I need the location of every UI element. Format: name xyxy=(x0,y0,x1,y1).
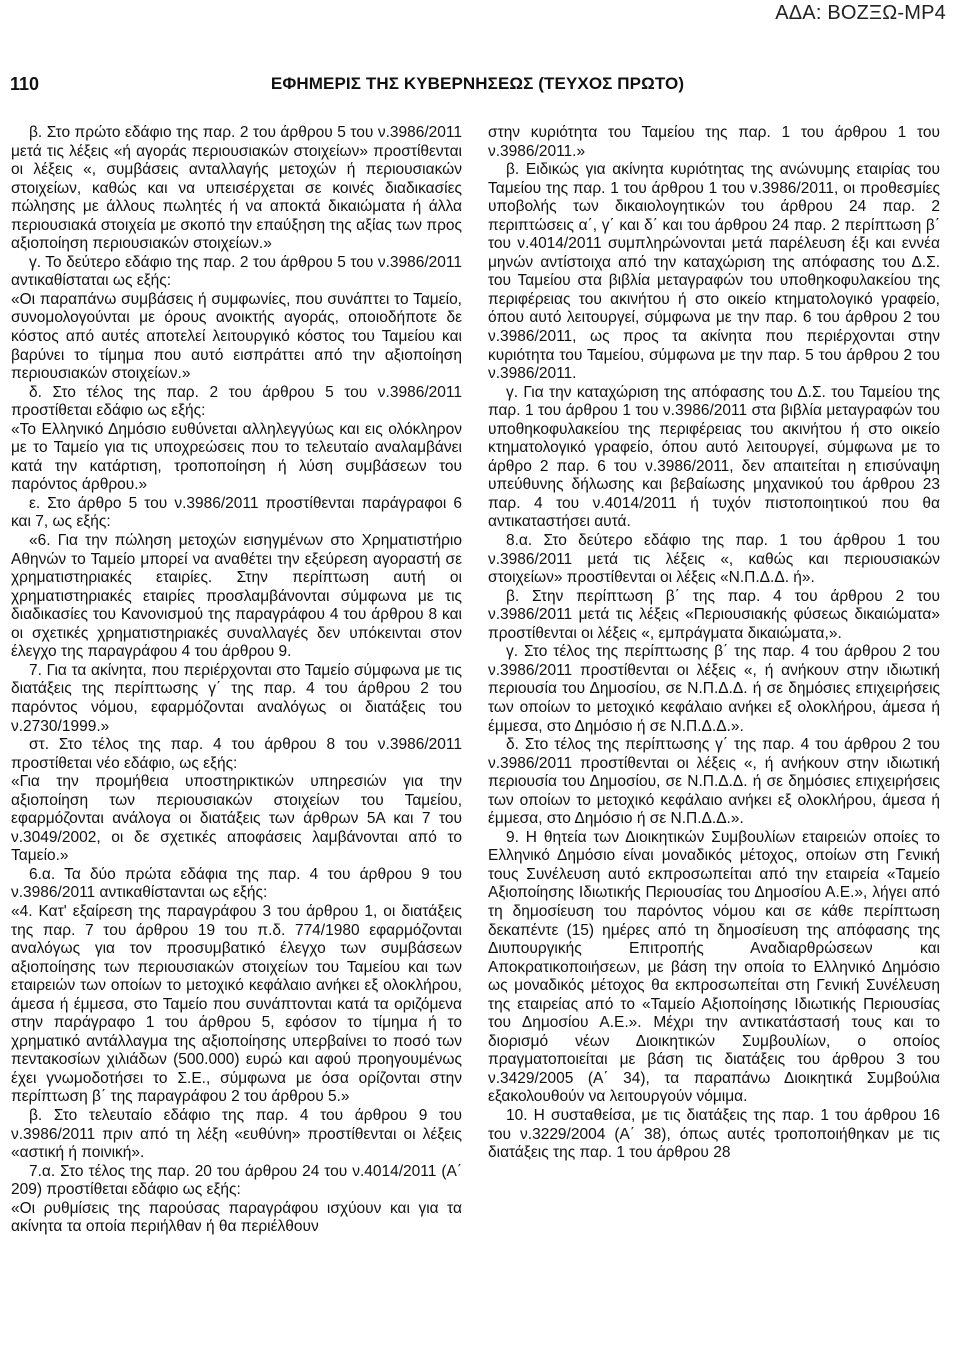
gazette-title: ΕΦΗΜΕΡΙΣ ΤΗΣ ΚΥΒΕΡΝΗΣΕΩΣ (ΤΕΥΧΟΣ ΠΡΩΤΟ) xyxy=(270,74,685,93)
paragraph: β. Στο πρώτο εδάφιο της παρ. 2 του άρθρου 5 του ν.3986/2011 μετά τις λέξεις «ή αγοράς περιουσιακών στοιχείων» προστίθενται οι λέξεις «, συμβάσεις ανταλλαγής μετοχών ή περιουσιακών στοιχείων, καθώς και να υπεισέρχεται σε κοινές διαδικασίες πώλησης με άλλους πωλητές ή να αποκτά δικαιώματα ή άλλα περιουσιακά στοιχεία με σκοπό την επαύξηση της αξίας των προς αξιοποίηση περιουσιακών στοιχείων.» xyxy=(11,124,462,253)
paragraph: «Οι ρυθμίσεις της παρούσας παραγράφου ισχύουν και για τα ακίνητα τα οποία περιήλθαν ή θα περιέλθουν xyxy=(11,1199,462,1236)
paragraph: «4. Κατ' εξαίρεση της παραγράφου 3 του άρθρου 1, οι διατάξεις της παρ. 7 του άρθρου 19 του π.δ. 774/1980 εφαρμόζονται αναλόγως για τον προσυμβατικό έλεγχο των συμβάσεων αξιοποίησης των περιουσιακών στοιχείων του Ταμείου και των εταιρειών των οποίων το μετοχικό κεφάλαιο ανήκει εξ ολοκλήρου, άμεσα ή έμμεσα, στο Ταμείο που συνάπτονται κατά τα οριζόμενα στην παράγραφο 1 του άρθρου 5, εφόσον το τίμημα ή το χρηματικό αντάλλαγμα της αξιοποίησης υπερβαίνει το ποσό των πεντακοσίων χιλιάδων (500.000) ευρώ και αφού προηγουμένως έχει γνωμοδοτήσει το Σ.Ε., σύμφωνα με όσα ορίζονται στην περίπτωση β΄ της παραγράφου 2 του άρθρου 5.» xyxy=(11,902,462,1106)
left-column xyxy=(11,124,462,1237)
paragraph: β. Στο τελευταίο εδάφιο της παρ. 4 του άρθρου 9 του ν.3986/2011 πριν από τη λέξη «ευθύνη» προστίθενται οι λέξεις «αστική ή ποινική». xyxy=(11,1106,462,1162)
paragraph: γ. Στο τέλος της περίπτωσης β΄ της παρ. 4 του άρθρου 2 του ν.3986/2011 προστίθενται οι λέξεις «, ή ανήκουν στην ιδιωτική περιουσία του Δημοσίου, σε Ν.Π.Δ.Δ. ή σε δημόσιες επιχειρήσεις των οποίων το μετοχικό κεφάλαιο ανήκει εξ ολοκλήρου, άμεσα ή έμμεσα, στο Δημόσιο ή σε Ν.Π.Δ.Δ.». xyxy=(488,643,940,735)
paragraph: στ. Στο τέλος της παρ. 4 του άρθρου 8 του ν.3986/2011 προστίθεται νέο εδάφιο, ως εξής: xyxy=(11,736,462,772)
ada-code: ΑΔΑ: ΒΟΖΞΩ-ΜΡ4 xyxy=(775,2,946,24)
paragraph: «Οι παραπάνω συμβάσεις ή συμφωνίες, που συνάπτει το Ταμείο, συνομολογούνται με όρους ανοικτής αγοράς, οποιοδήποτε δε κόστος από αυτές αποτελεί λειτουργικό κόστος του Ταμείου και βαρύνει το τίμημα που αυτό εισπράττει από την αξιοποίηση περιουσιακών στοιχείων.» xyxy=(11,290,462,383)
paragraph: γ. Για την καταχώριση της απόφασης του Δ.Σ. του Ταμείου της παρ. 1 του άρθρου 1 του ν.3986/2011 στα βιβλία μεταγραφών του υποθηκοφυλακείου της περιφέρειας του ακινήτου ή στο οικείο κτηματολογικό γραφείο, όπου αυτό λειτουργεί, σύμφωνα με το άρθρο 2 παρ. 6 του ν.3986/2011, δεν απαιτείται η επισύναψη υπεύθυνης δήλωσης και βεβαίωσης μηχανικού του άρθρου 23 παρ. 4 του ν.4014/2011 ή τυχόν πιστοποιητικού που θα αντικαταστήσει αυτά. xyxy=(488,383,940,531)
paragraph: 7.α. Στο τέλος της παρ. 20 του άρθρου 24 του ν.4014/2011 (Α΄ 209) προστίθεται εδάφιο ως εξής: xyxy=(11,1162,462,1199)
paragraph: β. Ειδικώς για ακίνητα κυριότητας της ανώνυμης εταιρίας του Ταμείου της παρ. 1 του άρθρου 1 του ν.3986/2011, οι προθεσμίες υποβολής των δικαιολογητικών του άρθρου 24 παρ. 2 περιπτώσεις α΄, γ΄ και δ΄ και του άρθρου 24 παρ. 2 περίπτωση β΄ του ν.4014/2011 συμπληρώνονται μετά παρέλευση έξι και εννέα μηνών αντίστοιχα από την καταχώριση της απόφασης του Δ.Σ. του Ταμείου στα βιβλία μεταγραφών του υποθηκοφυλακείου της περιφέρειας του ακινήτου ή στο οικείο κτηματολογικό γραφείο, όπου αυτό λειτουργεί, σύμφωνα με την παρ. 6 του άρθρου 2 του ν.3986/2011, ως προς τα ακίνητα που περιέρχονται στην κυριότητα του Ταμείου, σύμφωνα με την παρ. 5 του άρθρου 2 του ν.3986/2011. xyxy=(488,161,940,383)
paragraph: 9. Η θητεία των Διοικητικών Συμβουλίων εταιρειών οποίες το Ελληνικό Δημόσιο είναι μοναδικός μέτοχος, οποίων στη Γενική τους Συνέλευση αυτό εκπροσωπείται από την εταιρεία «Ταμείο Αξιοποίησης Ιδιωτικής Περιουσίας του Δημοσίου Α.Ε.», λήγει από τη δημοσίευση του παρόντος νόμου και σε κάθε περίπτωση δεκαπέντε (15) ημέρες από τη δημοσίευση της απόφασης της Διυπουργικής Επιτροπής Αναδιαρθρώσεων και Αποκρατικοποιήσεων, με βάση την οποία το Ελληνικό Δημόσιο ως μοναδικός μέτοχος θα εκπροσωπείται στη Γενική Συνέλευση της εταιρείας από το «Ταμείο Αξιοποίησης Ιδιωτικής Περιουσίας του Δημοσίου Α.Ε.». Μέχρι την αντικατάστασή τους και το διορισμό νέων Διοικητικών Συμβουλίων, ο οποίος πραγματοποιείται με βάση τις διατάξεις του άρθρου 3 του ν.3429/2005 (Α΄ 34), τα παραπάνω Διοικητικά Συμβούλια εξακολουθούν να λειτουργούν νόμιμα. xyxy=(488,828,940,1106)
paragraph: 7. Για τα ακίνητα, που περιέρχονται στο Ταμείο σύμφωνα με τις διατάξεις της περίπτωσης γ΄ της παρ. 4 του άρθρου 2 του παρόντος νόμου, εφαρμόζονται αναλόγως οι διατάξεις του ν.2730/1999.» xyxy=(11,661,462,735)
paragraph: γ. Το δεύτερο εδάφιο της παρ. 2 του άρθρου 5 του ν.3986/2011 αντικαθίσταται ως εξής: xyxy=(11,253,462,290)
paragraph: δ. Στο τέλος της παρ. 2 του άρθρου 5 του ν.3986/2011 προστίθεται εδάφιο ως εξής: xyxy=(11,383,462,420)
paragraph: 6.α. Τα δύο πρώτα εδάφια της παρ. 4 του άρθρου 9 του ν.3986/2011 αντικαθίστανται ως εξής: xyxy=(11,865,462,902)
right-column xyxy=(488,124,940,1163)
page-number: 110 xyxy=(10,74,40,94)
paragraph: β. Στην περίπτωση β΄ της παρ. 4 του άρθρου 2 του ν.3986/2011 μετά τις λέξεις «Περιουσιακής φύσεως δικαιώματα» προστίθενται οι λέξεις «, εμπράγματα δικαιώματα,». xyxy=(488,587,940,642)
paragraph: 8.α. Στο δεύτερο εδάφιο της παρ. 1 του άρθρου 1 του ν.3986/2011 μετά τις λέξεις «, καθώς και περιουσιακών στοιχείων» προστίθενται οι λέξεις «Ν.Π.Δ.Δ. ή». xyxy=(488,532,940,587)
paragraph: «6. Για την πώληση μετοχών εισηγμένων στο Χρηματιστήριο Αθηνών το Ταμείο μπορεί να αναθέτει την εξεύρεση αγοραστή σε χρηματιστηριακές εταιρίες. Στην περίπτωση αυτή οι χρηματιστηριακές εταιρίες προσλαμβάνονται σύμφωνα με τις διαδικασίες του Κανονισμού της παραγράφου 4 του άρθρου 8 και οι σχετικές χρηματιστηριακές συναλλαγές δεν υπόκεινται στον έλεγχο της παραγράφου 4 του άρθρου 9. xyxy=(11,532,462,661)
paragraph: 10. Η συσταθείσα, με τις διατάξεις της παρ. 1 του άρθρου 16 του ν.3229/2004 (Α΄ 38), όπως αυτές τροποποιήθηκαν με τις διατάξεις της παρ. 1 του άρθρου 28 xyxy=(488,1106,940,1162)
paragraph: ε. Στο άρθρο 5 του ν.3986/2011 προστίθενται παράγραφοι 6 και 7, ως εξής: xyxy=(11,494,462,531)
paragraph: «Το Ελληνικό Δημόσιο ευθύνεται αλληλεγγύως και εις ολόκληρον με το Ταμείο για τις υποχρεώσεις που το τελευταίο αναλαμβάνει κατά την κατάρτιση, τροποποίηση ή λύση συμβάσεων του παρόντος άρθρου.» xyxy=(11,420,462,494)
paragraph: στην κυριότητα του Ταμείου της παρ. 1 του άρθρου 1 του ν.3986/2011.» xyxy=(488,124,940,160)
paragraph: «Για την προμήθεια υποστηρικτικών υπηρεσιών για την αξιοποίηση των περιουσιακών στοιχείων του Ταμείου, εφαρμόζονται ανάλογα οι διατάξεις των άρθρων 5Α και 7 του ν.3049/2002, οι δε σχετικές αποφάσεις λαμβάνονται από το Ταμείο.» xyxy=(11,773,462,865)
paragraph: δ. Στο τέλος της περίπτωσης γ΄ της παρ. 4 του άρθρου 2 του ν.3986/2011 προστίθενται οι λέξεις «, ή ανήκουν στην ιδιωτική περιουσία του Δημοσίου, σε Ν.Π.Δ.Δ. ή σε δημόσιες επιχειρήσεις των οποίων το μετοχικό κεφάλαιο ανήκει εξ ολοκλήρου, άμεσα ή έμμεσα, στο Δημόσιο ή σε Ν.Π.Δ.Δ.». xyxy=(488,736,940,828)
gazette-header xyxy=(10,74,945,104)
